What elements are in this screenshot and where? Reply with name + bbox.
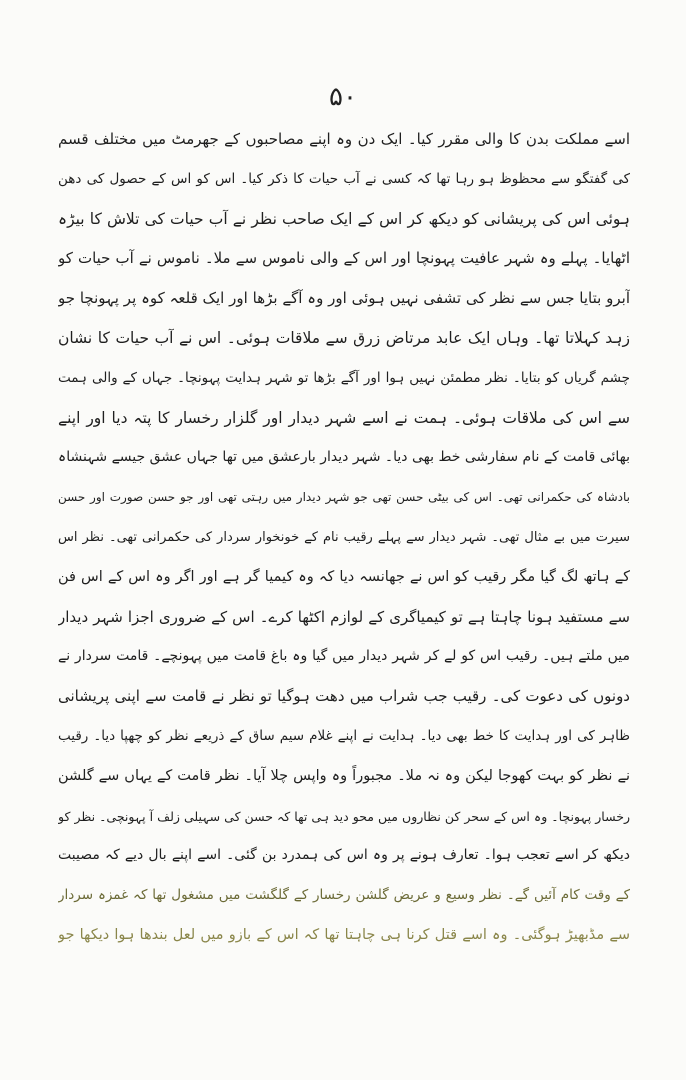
body-text <box>58 120 630 956</box>
text-line: کے ہاتھ لگ گیا مگر رقیب کو اس نے جھانسہ دیا کہ وہ کیمیا گر ہے اور اگر وہ اس کے اس فن <box>58 568 630 585</box>
text-line: بھائی قامت کے نام سفارشی خط بھی دیا۔ شہر دیدار بارعشق میں تھا جہاں عشق جیسے شہنشاہ <box>58 449 630 466</box>
text-line: نے نظر کو بہت کھوجا لیکن وہ نہ ملا۔ مجبوراً وہ واپس چلا آیا۔ نظر قامت کے یہاں سے گلشن <box>58 767 630 784</box>
text-line: دونوں کی دعوت کی۔ رقیب جب شراب میں دھت ہوگیا تو نظر نے قامت سے اپنی پریشانی <box>58 687 630 706</box>
text-line: کی گفتگو سے محظوظ ہو رہا تھا کہ کسی نے آب حیات کا ذکر کیا۔ اس کو اس کے حصول کی دھن <box>58 170 630 187</box>
text-line: میں ملتے ہیں۔ رقیب اس کو لے کر شہر دیدار میں گیا وہ باغ قامت میں پہونچے۔ قامت سردار نے <box>58 648 630 665</box>
text-line: زہد کہلاتا تھا۔ وہاں ایک عابد مرتاض زرق سے ملاقات ہوئی۔ اس نے آب حیات کا نشان <box>58 328 630 347</box>
text-line: بادشاہ کی حکمرانی تھی۔ اس کی بیٹی حسن تھی جو شہر دیدار میں رہتی تھی اور جو حسن صورت اور حسن <box>58 490 630 505</box>
page-number: ۵۰ <box>329 82 357 112</box>
text-line: آبرو بتایا جس سے نظر کی تشفی نہیں ہوئی اور وہ آگے بڑھا اور ایک قلعہ کوہ پر پہونچا جو <box>58 289 630 308</box>
text-line: سیرت میں بے مثال تھی۔ شہر دیدار سے پہلے رقیب نام کے خونخوار سردار کی حکمرانی تھی۔ نظر اس <box>58 529 630 545</box>
text-line: ہوئی اس کی پریشانی کو دیکھ کر اس کے ایک صاحب نظر نے آب حیات کی تلاش کا بیڑہ <box>58 209 630 228</box>
text-line: اسے مملکت بدن کا والی مقرر کیا۔ ایک دن وہ اپنے مصاحبوں کے جھرمٹ میں مختلف قسم <box>58 130 630 148</box>
text-line: اٹھایا۔ پہلے وہ شہر عافیت پہونچا اور اس کے والی ناموس سے ملا۔ ناموس نے آب حیات کو <box>58 249 630 268</box>
text-line: سے مڈبھیڑ ہوگئی۔ وہ اسے قتل کرنا ہی چاہتا تھا کہ اس کے بازو میں لعل بندھا ہوا دیکھا جو <box>58 926 630 943</box>
text-line: سے مستفید ہونا چاہتا ہے تو کیمیاگری کے لوازم اکٹھا کرے۔ اس کے ضروری اجزا شہر دیدار <box>58 607 630 626</box>
text-line: کے وقت کام آئیں گے۔ نظر وسیع و عریض گلشن رخسار کے گلگشت میں مشغول تھا کہ غمزہ سردار <box>58 887 630 904</box>
text-line: ظاہر کی اور ہدایت کا خط بھی دیا۔ ہدایت نے اپنے غلام سیم ساق کے ذریعے نظر کو چھپا دیا۔ رقیب <box>58 727 630 744</box>
text-line: سے اس کی ملاقات ہوئی۔ ہمت نے اسے شہر دیدار اور گلزار رخسار کا پتہ دیا اور اپنے <box>58 408 630 427</box>
text-line: چشم گریاں کو بتایا۔ نظر مطمئن نہیں ہوا اور آگے بڑھا تو شہر ہدایت پہونچا۔ جہاں کے والی ہمت <box>58 369 630 386</box>
text-line: دیکھ کر اسے تعجب ہوا۔ تعارف ہونے پر وہ اس کی ہمدرد بن گئی۔ اسے اپنے بال دیے کہ مصیبت <box>58 847 630 864</box>
text-line: رخسار پہونچا۔ وہ اس کے سحر کن نظاروں میں محو دید ہی تھا کہ حسن کی سہیلی زلف آ پہونچی۔ نظر کو <box>58 808 630 824</box>
